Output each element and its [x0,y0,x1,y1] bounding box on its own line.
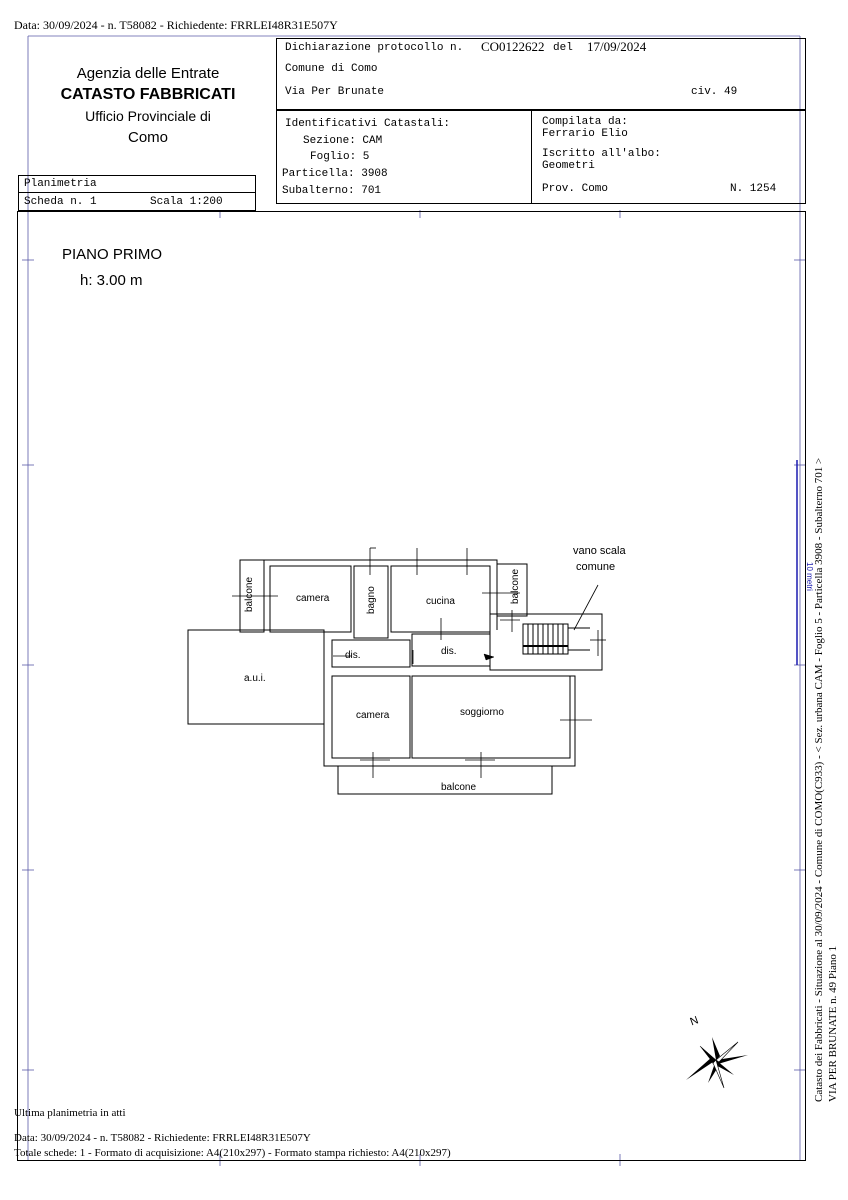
scala-label: Scala 1:200 [150,196,223,208]
dis-right-label: dis. [441,646,457,657]
subalterno: Subalterno: 701 [282,185,382,197]
dis-left-outline [332,640,410,667]
side-info-line2: VIA PER BRUNATE n. 49 Piano 1 [827,945,839,1102]
civic-number: civ. 49 [691,86,738,98]
protocol-del: del [553,42,573,54]
comune-label: Comune di Como [285,63,378,75]
cucina-label: cucina [426,596,455,607]
dis-left-label: dis. [345,650,361,661]
footer-totale: Totale schede: 1 - Formato di acquisizione: A4(210x297) - Formato stampa richiesto: A4(210x297) [14,1147,451,1159]
albo-value: Geometri [542,160,595,172]
particella: Particella: 3908 [282,168,388,180]
protocol-number: CO0122622 [481,39,545,54]
albo-number: N. 1254 [730,183,777,195]
aui-label: a.u.i. [244,673,266,684]
stair-outline [490,614,602,670]
office-city: Como [127,129,168,146]
address-label: Via Per Brunate [285,86,385,98]
top-header: Data: 30/09/2024 - n. T58082 - Richiedente: FRRLEI48R31E507Y [14,18,338,32]
sezione: Sezione: CAM [303,135,383,147]
stair-inner [523,624,568,654]
floor-height: h: 3.00 m [80,272,143,289]
protocol-label: Dichiarazione protocollo n. [285,42,464,54]
floor-title: PIANO PRIMO [62,246,163,263]
compass-rose-icon [686,1037,748,1088]
identifiers-title: Identificativi Catastali: [285,118,451,130]
scheda-label: Scheda n. 1 [24,196,97,208]
camera-bottom-label: camera [356,710,390,721]
compiled-by-label: Compilata da: [542,116,628,128]
foglio: Foglio: 5 [310,151,370,163]
catasto-title: CATASTO FABBRICATI [60,86,236,103]
ultima-planimetria: Ultima planimetria in atti [14,1107,126,1119]
balcone-left-label: balcone [244,576,255,612]
scale-marker-label: 10 metri [805,562,814,591]
vano-scala-comune-label: comune [576,561,616,573]
soggiorno-label: soggiorno [460,707,504,718]
compiler-name: Ferrario Elio [542,128,628,140]
balcone-right-label: balcone [510,568,521,604]
office-label: Ufficio Provinciale di [85,108,211,124]
camera-top-label: camera [296,593,330,604]
balcone-bottom-label: balcone [441,782,477,793]
compass-north-label: N [688,1014,701,1029]
planimetria-label: Planimetria [24,178,97,190]
side-info-line1: Catasto dei Fabbricati - Situazione al 30/09/2024 - Comune di COMO(C933) - < Sez. urbana CAM - Foglio 5 - Particella 3908 - Subalterno 701 > [813,457,825,1102]
province: Prov. Como [542,183,609,195]
footer-data: Data: 30/09/2024 - n. T58082 - Richiedente: FRRLEI48R31E507Y [14,1132,311,1144]
protocol-date: 17/09/2024 [587,39,647,54]
agency-name: Agenzia delle Entrate [76,65,220,82]
bagno-label: bagno [366,586,377,614]
albo-label: Iscritto all'albo: [542,148,661,160]
vano-scala-label: vano scala [573,545,626,557]
